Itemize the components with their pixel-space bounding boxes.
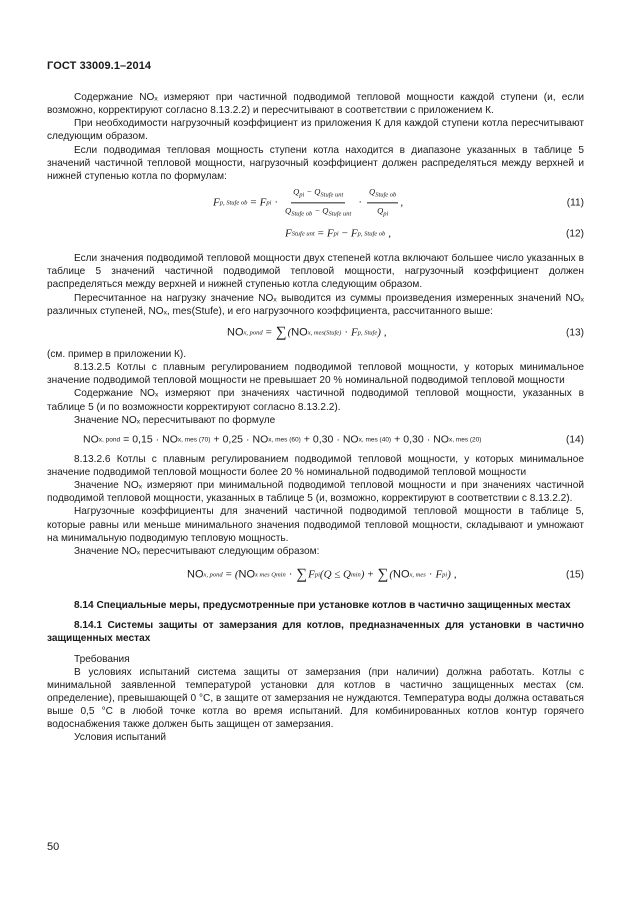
equation-number: (12) [566,228,584,240]
paragraph: Требования [74,653,130,665]
equation-12: F Stufe unt = F pi − F p, Stufe ob , (12) [285,227,584,240]
paragraph: Нагрузочные коэффициенты для значений частичной подводимой тепловой мощности в таблице 5, которые равны или меньше минимального значения подводимой тепловой мощности, складывают и умножают на минимальную подводимую тепловую мощность. [47,506,584,544]
paragraph: 8.13.2.5 Котлы с плавным регулированием подводимой тепловой мощности, у которых минимальное значение подводимой тепловой мощности не превышает 20 % номинальной подводимой тепловой мощности [47,362,584,387]
equation-number: (15) [566,569,584,581]
paragraph: (см. пример в приложении К). [47,348,187,360]
section-heading: 8.14 Специальные меры, предусмотренные при установке котлов в частично защищенных местах [74,600,571,612]
equation-number: (11) [566,197,584,209]
paragraph: Если значения подводимой тепловой мощности двух степеней котла включают большее число указанных в таблице 5 значений частичной подводимой тепловой мощности, нагрузочный коэффициент должен распределяться между верхней и нижней ступенью котла следующим образом. [47,253,584,291]
equation-number: (13) [566,327,584,339]
paragraph: Содержание NOₓ измеряют при значениях частичной подводимой тепловой мощности, указанных в таблице 5 (и по возможности корректируют согласно 8.13.2.2). [47,388,584,413]
paragraph: Значение NOₓ измеряют при минимальной подводимой тепловой мощности и при значениях частичной подводимой тепловой мощности, указанных в таблице 5 (и, возможно, корректируют в соответствии с 8.13.2.2). [47,480,584,505]
standard-header: ГОСТ 33009.1–2014 [47,60,152,72]
paragraph: Пересчитанное на нагрузку значение NOₓ выводится из суммы произведения измеренных значений NOₓ различных ступеней, NOₓ, mes(Stufe), и его нагрузочного коэффициента, рассчитанного выше: [47,292,584,317]
paragraph: 8.13.2.6 Котлы с плавным регулированием подводимой тепловой мощности, у которых минимальное значение подводимой тепловой мощности более 20 % номинальной подводимой тепловой мощности [47,453,584,478]
paragraph: Условия испытаний [74,732,167,744]
equation-13: NO x, pond = ∑ ( NO x, mes(Stufe) · F p, Stufe ) , (13) [227,324,584,341]
paragraph: Значение NOₓ пересчитывают следующим образом: [74,545,320,557]
page-number: 50 [47,841,60,853]
document-body [47,91,584,745]
paragraph: Если подводимая тепловая мощность ступени котла находится в диапазоне указанных в таблице 5 значений частичной тепловой мощности, нагрузочный коэффициент должен распределяться между верхней и нижней ступенью котла по формулам: [47,144,584,182]
paragraph: В условиях испытаний система защиты от замерзания (при наличии) должна работать. Котлы с минимальной заявленной температурой установки для котлов в частично защищенных местах (см. определение), превышающей 0 °С, в защите от замерзания не нуждаются. Температура воды должна оставаться выше 0,5 °С в любой точке котла во время испытаний. Для комбинированных котлов контур горячего водоснабжения также должен быть защищен от замерзания. [47,666,584,731]
paragraph: Содержание NOₓ измеряют при частичной подводимой тепловой мощности каждой ступени (и, если возможно, корректируют согласно 8.13.2.2) и пересчитывают в соответствии с приложением К. [47,92,584,117]
equation-number: (14) [566,434,584,446]
equation-15: NO x, pond = ( NO x mes Qmin · ∑ F pi (Q ≤ Q min ) + ∑ ( NO x, mes · F pi ) , (15) [187,566,584,583]
equation-14: NO x, pond = 0,15 · NO x, mes (70) + 0,25 · NO x, mes (60) + 0,30 · NO x, mes (40) + 0,30 · NO x, mes (20) (14) [83,433,584,446]
section-heading: 8.14.1 Системы защиты от замерзания для котлов, предназначенных для установки в частично защищенных местах [47,620,584,645]
equation-11: F p, Stufe ob = F pi · $\frac{Q_{pi} - Q_{Stufe unt}}{Q_{Stufe ob} - Q_{Stufe unt}}$ · $\frac{Q_{Stufe ob}}{Q_{pi}}$ , (11) [213,186,584,218]
paragraph: Значение NOₓ пересчитывают по формуле [74,414,276,426]
paragraph: При необходимости нагрузочный коэффициент из приложения К для каждой ступени котла пересчитывают следующим образом. [47,118,584,143]
